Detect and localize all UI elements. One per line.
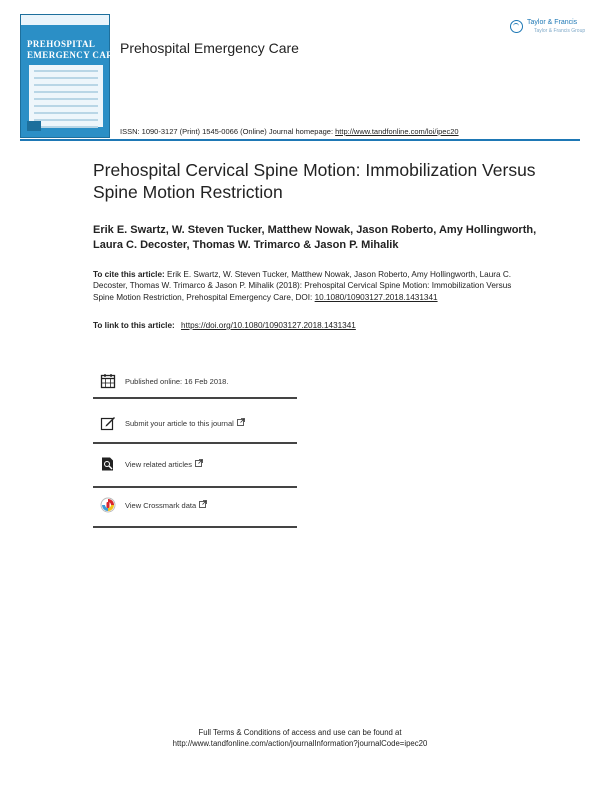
crossmark-icon (100, 497, 116, 513)
publisher-logo-icon (510, 20, 523, 33)
published-date: Published online: 16 Feb 2018. (125, 376, 229, 386)
article-link-label: To link to this article: (93, 321, 175, 330)
cover-title-line2: EMERGENCY CARE (27, 50, 120, 60)
cover-page-preview (29, 65, 103, 127)
journal-name[interactable]: Prehospital Emergency Care (120, 40, 299, 56)
journal-homepage-link[interactable]: http://www.tandfonline.com/loi/ipec20 (335, 127, 459, 136)
citation-label: To cite this article: (93, 270, 165, 279)
header-divider (20, 139, 580, 141)
submit-article-link[interactable]: Submit your article to this journal (125, 418, 234, 428)
article-doi-url[interactable]: https://doi.org/10.1080/10903127.2018.1431341 (181, 321, 356, 330)
row-divider (93, 397, 297, 399)
cover-title-line1: PREHOSPITAL (27, 39, 96, 49)
citation-block (93, 269, 523, 303)
related-articles-row[interactable] (100, 454, 203, 474)
external-link-icon (195, 459, 203, 469)
publisher-name: Taylor & Francis (527, 19, 578, 26)
footer-terms-url[interactable]: http://www.tandfonline.com/action/journalInformation?journalCode=ipec20 (172, 739, 428, 748)
row-divider (93, 442, 297, 444)
issn-line (120, 127, 459, 136)
journal-cover (20, 14, 120, 138)
publisher-group: Taylor & Francis Group (534, 28, 586, 34)
publisher-logo (510, 18, 586, 38)
article-link-line (93, 321, 356, 330)
issn-text: ISSN: 1090-3127 (Print) 1545-0066 (Online) Journal homepage: (120, 127, 334, 136)
cover-publisher-logo (27, 121, 41, 131)
article-title: Prehospital Cervical Spine Motion: Immobilization Versus Spine Motion Restriction (93, 160, 536, 202)
related-articles-link[interactable]: View related articles (125, 459, 192, 469)
edit-icon (100, 415, 116, 431)
crossmark-row[interactable] (100, 495, 207, 515)
crossmark-link[interactable]: View Crossmark data (125, 500, 197, 510)
row-divider (93, 486, 297, 488)
submit-article-row[interactable] (100, 413, 245, 433)
citation-doi-link[interactable]: 10.1080/10903127.2018.1431341 (314, 292, 438, 302)
external-link-icon (199, 500, 207, 510)
cover-band (21, 15, 109, 25)
published-row (100, 371, 228, 391)
citation-text: Erik E. Swartz, W. Steven Tucker, Matthew Nowak, Jason Roberto, Amy Hollingworth, Laura C. Decoster, Thomas W. Trimarco & Jason P. Mihalik (2018): Prehospital Cervical Spine Motion: Immobilization Versus Spine Motion Restriction, Prehospital Emergency Care, DOI: (93, 270, 512, 302)
row-divider (93, 526, 297, 528)
footer-terms: Full Terms & Conditions of access and use can be found at (198, 728, 402, 737)
external-link-icon (237, 418, 245, 428)
search-doc-icon (100, 456, 116, 472)
article-authors: Erik E. Swartz, W. Steven Tucker, Matthew Nowak, Jason Roberto, Amy Hollingworth, Laura C. Decoster, Thomas W. Trimarco & Jason P. Mihalik (93, 224, 537, 251)
calendar-icon (100, 373, 116, 389)
